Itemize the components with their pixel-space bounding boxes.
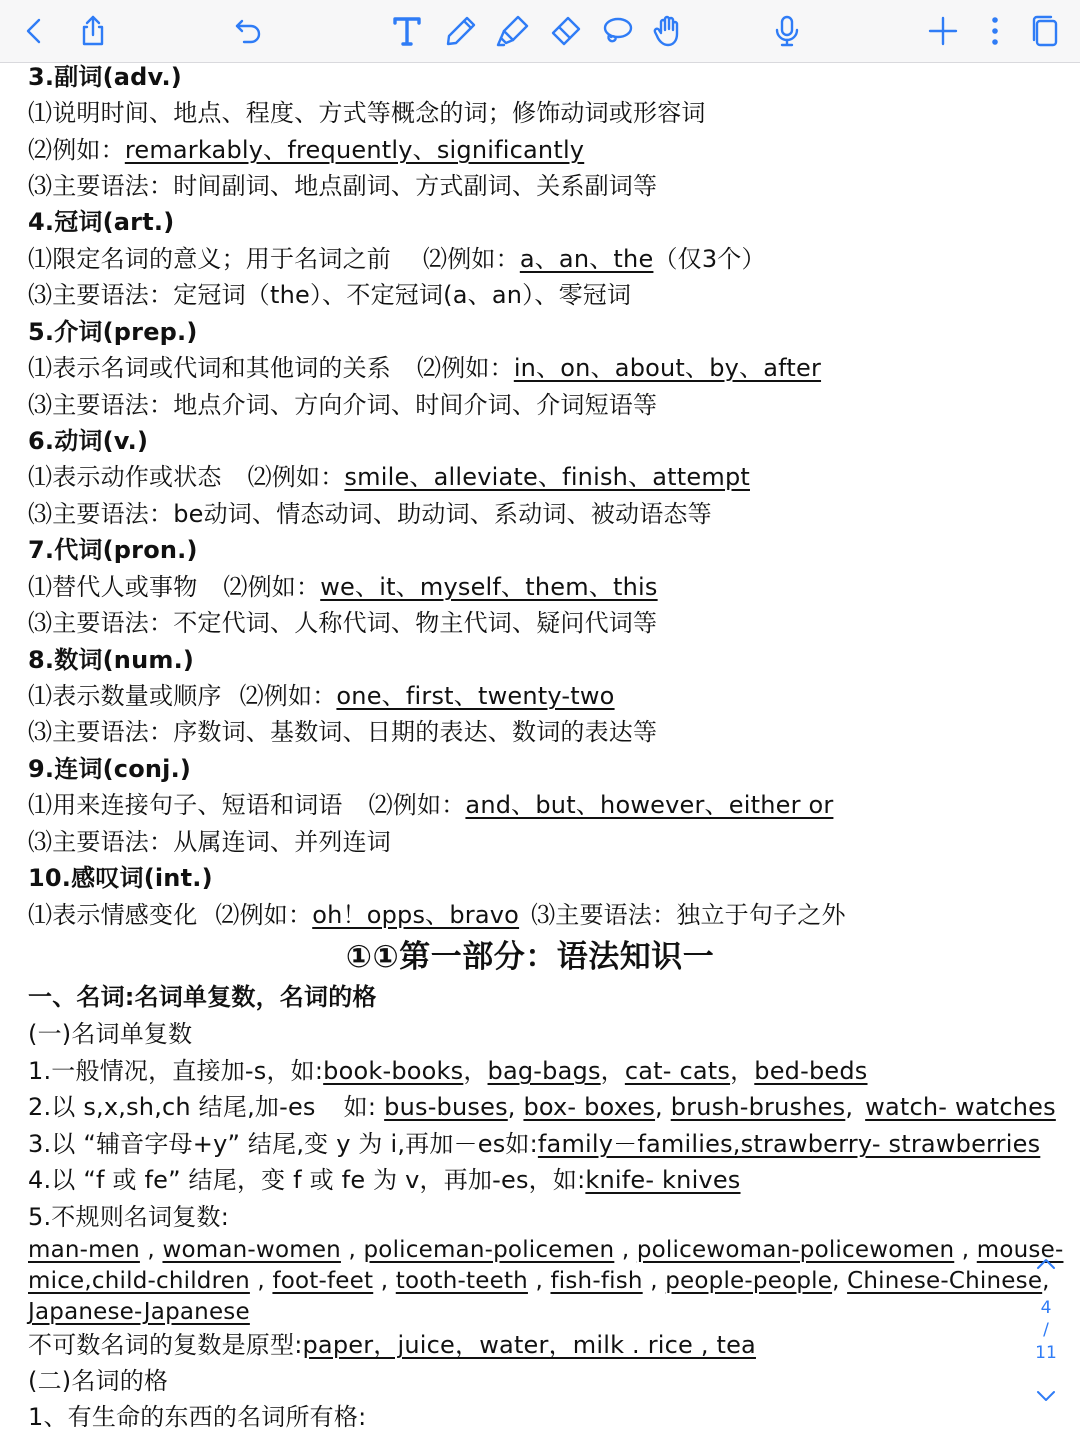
rule-text: 2.以 s,x,sh,ch 结尾,加-es xyxy=(28,1093,316,1121)
example-words: in、on、about、by、after xyxy=(513,354,822,382)
lasso-icon[interactable] xyxy=(598,12,636,50)
hand-icon[interactable] xyxy=(650,12,688,50)
article-definition xyxy=(28,244,766,274)
irregular-plurals-line-1: man-men , woman-women , policeman-policemen , policewoman-policewomen , mouse- xyxy=(28,1237,1064,1263)
undo-icon[interactable] xyxy=(230,12,268,50)
examples-label: ⑵例如： xyxy=(423,245,520,273)
article-grammar: ⑶主要语法：定冠词（the）、不定冠词(a、an）、零冠词 xyxy=(28,281,632,309)
microphone-icon[interactable] xyxy=(768,12,806,50)
highlighter-icon[interactable] xyxy=(494,12,532,50)
example-words: family－families,strawberry- strawberries xyxy=(537,1130,1041,1158)
text-tool-icon[interactable] xyxy=(388,12,426,50)
rule-text: 3.以 “辅音字母+y” 结尾,变 y 为 i,再加－es如: xyxy=(28,1130,538,1158)
example-word: knife- knives xyxy=(585,1166,741,1194)
adverb-definition: ⑴说明时间、地点、程度、方式等概念的词；修饰动词或形容词 xyxy=(28,99,706,127)
examples-label: ⑵例如： xyxy=(247,463,345,491)
eraser-icon[interactable] xyxy=(546,12,584,50)
example-words: paper，juice，water，milk . rice , tea xyxy=(302,1331,756,1359)
example-words: one、first、twenty-two xyxy=(336,682,615,710)
pages-icon[interactable] xyxy=(1026,12,1064,50)
examples-label: ⑵例如： xyxy=(223,573,321,601)
heading-preposition: 5.介词(prep.) xyxy=(28,318,198,346)
examples-label: ⑵例如： xyxy=(417,354,514,382)
example-word: policewoman-policewomen xyxy=(636,1237,955,1263)
possessive-rule-1: 1、有生命的东西的名词所有格: xyxy=(28,1403,367,1431)
document-page xyxy=(0,62,1080,1440)
rule-4 xyxy=(28,1165,741,1195)
example-word: foot-feet xyxy=(272,1268,374,1294)
heading-numeral: 8.数词(num.) xyxy=(28,646,195,674)
rule-1 xyxy=(28,1056,868,1086)
example-word: mouse- xyxy=(976,1237,1064,1263)
definition-text: ⑴表示名词或代词和其他词的关系 xyxy=(28,354,391,382)
example-word: box- boxes xyxy=(523,1093,656,1121)
conjunction-grammar: ⑶主要语法：从属连词、并列连词 xyxy=(28,828,391,856)
example-word: woman-women xyxy=(162,1237,341,1263)
rule-text: 4.以 “f 或 fe” 结尾，变 f 或 fe 为 v，再加-es，如: xyxy=(28,1166,586,1194)
back-icon[interactable] xyxy=(16,12,54,50)
heading-pronoun: 7.代词(pron.) xyxy=(28,536,198,564)
example-words: a、an、the xyxy=(519,245,654,273)
rule-text: 1.一般情况，直接加-s，如: xyxy=(28,1057,324,1085)
current-page: 4 xyxy=(1040,1298,1052,1318)
example-word: Japanese-Japanese xyxy=(28,1299,250,1325)
rule-2: 2.以 s,x,sh,ch 结尾,加-es 如: bus-buses, box- boxes, brush-brushes, watch- watches xyxy=(28,1093,1056,1121)
note-text: （仅3个） xyxy=(653,245,766,273)
definition-text: ⑴表示数量或顺序 xyxy=(28,682,222,710)
pronoun-definition xyxy=(28,572,658,602)
example-word: book-books xyxy=(323,1057,464,1085)
definition-text: ⑴限定名词的意义；用于名词之前 xyxy=(28,245,391,273)
total-pages: 11 xyxy=(1035,1343,1057,1363)
example-words: smile、alleviate、finish、attempt xyxy=(344,463,750,491)
definition-text: ⑴表示情感变化 xyxy=(28,901,198,929)
numeral-definition xyxy=(28,681,615,711)
pen-icon[interactable] xyxy=(442,12,480,50)
grammar-text: ⑶主要语法：独立于句子之外 xyxy=(531,901,846,929)
share-icon[interactable] xyxy=(74,12,112,50)
example-words: and、but、however、either or xyxy=(465,791,834,819)
subsection-possessive: (二)名词的格 xyxy=(28,1367,169,1395)
separator: ， xyxy=(463,1057,488,1085)
example-word: bus-buses xyxy=(384,1093,508,1121)
verb-grammar: ⑶主要语法：be动词、情态动词、助动词、系动词、被动语态等 xyxy=(28,500,712,528)
preposition-definition xyxy=(28,353,821,383)
example-word: people-people xyxy=(665,1268,833,1294)
rule-3 xyxy=(28,1129,1040,1159)
more-icon[interactable] xyxy=(976,12,1014,50)
section-heading-noun: 一、名词:名词单复数，名词的格 xyxy=(28,983,377,1011)
uncountable-nouns xyxy=(28,1330,756,1360)
definition-text: ⑴替代人或事物 xyxy=(28,573,198,601)
examples-label: ⑵例如： xyxy=(28,136,125,164)
separator: ， xyxy=(600,1057,625,1085)
heading-adverb: 3.副词(adv.) xyxy=(28,63,182,91)
page-separator: / xyxy=(1043,1320,1049,1340)
example-word: fish-fish xyxy=(550,1268,643,1294)
conjunction-definition xyxy=(28,790,833,820)
separator: ， xyxy=(730,1057,755,1085)
examples-label: ⑵例如： xyxy=(215,901,313,929)
example-word: policeman-policemen xyxy=(363,1237,615,1263)
example-word: tooth-teeth xyxy=(395,1268,528,1294)
page-down-icon[interactable] xyxy=(1033,1386,1059,1410)
example-word: man-men xyxy=(28,1237,140,1263)
heading-conjunction: 9.连词(conj.) xyxy=(28,755,192,783)
example-word: bag-bags xyxy=(487,1057,601,1085)
heading-verb: 6.动词(v.) xyxy=(28,427,149,455)
heading-interjection: 10.感叹词(int.) xyxy=(28,864,213,892)
preposition-grammar: ⑶主要语法：地点介词、方向介词、时间介词、介词短语等 xyxy=(28,391,658,419)
example-word: mice,child-children xyxy=(28,1268,250,1294)
rule-text: 不可数名词的复数是原型: xyxy=(28,1331,303,1359)
example-words: oh！opps、bravo xyxy=(312,901,520,929)
part-title: ①①第一部分：语法知识一 xyxy=(345,939,715,975)
numeral-grammar: ⑶主要语法：序数词、基数词、日期的表达、数词的表达等 xyxy=(28,718,658,746)
pronoun-grammar: ⑶主要语法：不定代词、人称代词、物主代词、疑问代词等 xyxy=(28,609,658,637)
examples-label: 如: xyxy=(343,1093,377,1121)
definition-text: ⑴用来连接句子、短语和词语 xyxy=(28,791,343,819)
example-words: we、it、myself、them、this xyxy=(320,573,658,601)
irregular-plurals-line-3 xyxy=(28,1297,250,1327)
example-word: brush-brushes xyxy=(670,1093,846,1121)
toolbar xyxy=(0,0,1080,63)
adverb-grammar: ⑶主要语法：时间副词、地点副词、方式副词、关系副词等 xyxy=(28,172,658,200)
subsection-plural: (一)名词单复数 xyxy=(28,1020,193,1048)
example-words: remarkably、frequently、significantly xyxy=(124,136,585,164)
example-word: cat- cats xyxy=(624,1057,731,1085)
page-indicator xyxy=(1026,1250,1066,1420)
rule-5: 5.不规则名词复数: xyxy=(28,1203,229,1231)
definition-text: ⑴表示动作或状态 xyxy=(28,463,222,491)
verb-definition xyxy=(28,462,750,492)
examples-label: ⑵例如： xyxy=(368,791,466,819)
example-word: Chinese-Chinese xyxy=(847,1268,1043,1294)
examples-label: ⑵例如： xyxy=(239,682,337,710)
page-up-icon[interactable] xyxy=(1033,1254,1059,1278)
adverb-examples xyxy=(28,135,584,165)
add-page-icon[interactable] xyxy=(924,12,962,50)
irregular-plurals-line-2: mice,child-children , foot-feet , tooth-teeth , fish-fish , people-people, Chinese-Chinese, xyxy=(28,1268,1050,1294)
interjection-definition xyxy=(28,900,846,930)
example-word: watch- watches xyxy=(865,1093,1056,1121)
example-word: bed-beds xyxy=(754,1057,868,1085)
heading-article: 4.冠词(art.) xyxy=(28,208,175,236)
